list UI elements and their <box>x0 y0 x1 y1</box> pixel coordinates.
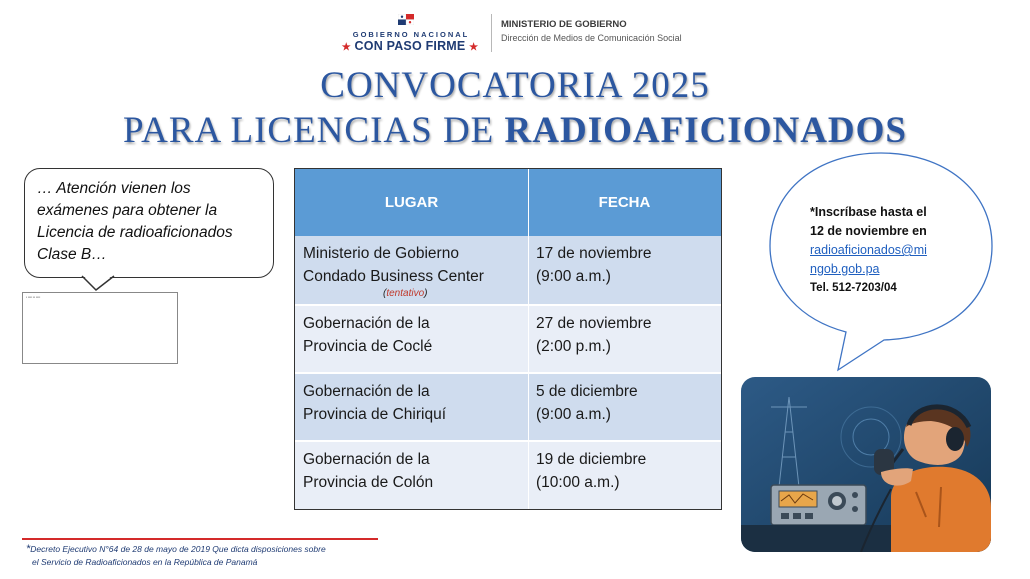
table-row <box>295 442 721 510</box>
thumbnail-placeholder <box>22 292 178 364</box>
table-header <box>295 169 721 236</box>
table-row-divider <box>295 304 721 306</box>
cell-place <box>295 306 528 358</box>
cell-place <box>295 442 528 494</box>
place-line: Gobernación de la <box>303 315 430 332</box>
time-line: (10:00 a.m.) <box>536 474 620 491</box>
deadline-line: *Inscríbase hasta el <box>810 205 927 219</box>
left-speech-bubble <box>24 168 274 278</box>
table-column-divider <box>528 169 529 509</box>
tentative-note: (tentativo) <box>383 288 428 299</box>
star-icon: ★ <box>341 42 351 53</box>
date-line: 19 de diciembre <box>536 451 647 468</box>
table-row <box>295 374 721 441</box>
radio-operator-illustration <box>741 377 991 552</box>
place-line: Gobernación de la <box>303 451 430 468</box>
left-bubble-text <box>37 178 261 266</box>
footnote-divider <box>22 538 378 540</box>
schedule-table <box>294 168 722 510</box>
gov-name: GOBIERNO NACIONAL <box>352 30 470 39</box>
header-lugar: LUGAR <box>384 194 439 211</box>
deadline-line: 12 de noviembre en <box>810 224 927 238</box>
place-line: Gobernación de la <box>303 383 430 400</box>
subtitle-prefix: PARA LICENCIAS DE <box>122 110 505 151</box>
time-line: (9:00 a.m.) <box>536 268 611 285</box>
cell-place <box>295 374 528 426</box>
star-icon: ★ <box>469 42 479 53</box>
phone-number: Tel. 512-7203/04 <box>810 282 897 294</box>
table-row-divider <box>295 372 721 374</box>
email-link[interactable]: ngob.gob.pa <box>810 262 880 276</box>
left-bubble-line: Licencia de radioaficionados <box>37 224 233 241</box>
cell-date <box>528 374 721 426</box>
place-line: Ministerio de Gobierno <box>303 245 459 262</box>
direction-name: Dirección de Medios de Comunicación Social <box>501 33 682 43</box>
left-bubble-line: exámenes para obtener la <box>37 202 218 219</box>
time-line: (9:00 a.m.) <box>536 406 611 423</box>
footnote-line: Decreto Ejecutivo N°64 de 28 de mayo de 2019 Que dicta disposiciones sobre <box>30 544 326 554</box>
page-subtitle <box>0 109 1030 152</box>
tentative-text: tentativo <box>386 288 425 299</box>
left-bubble-tail <box>80 274 120 292</box>
ministry-name: MINISTERIO DE GOBIERNO <box>501 19 627 30</box>
email-link[interactable]: radioaficionados@mi <box>810 243 927 257</box>
cell-date <box>528 236 721 288</box>
left-bubble-line: Clase B… <box>37 246 107 263</box>
header <box>0 8 1030 56</box>
header-divider <box>491 14 492 52</box>
thumbnail-caption: ▪ ▪▪▪▪ ▪▪ ▪▪▪▪ <box>26 295 41 299</box>
place-line: Condado Business Center <box>303 268 484 285</box>
right-bubble-text <box>810 203 970 298</box>
left-bubble-line: … Atención vienen los <box>37 180 191 197</box>
page-title: CONVOCATORIA 2025 <box>320 65 710 106</box>
cell-date <box>528 442 721 494</box>
cell-date <box>528 306 721 358</box>
date-line: 5 de diciembre <box>536 383 638 400</box>
footnote <box>26 543 386 569</box>
place-line: Provincia de Chiriquí <box>303 406 447 423</box>
subtitle-bold: RADIOAFICIONADOS <box>504 110 908 151</box>
place-line: Provincia de Coclé <box>303 338 433 355</box>
date-line: 17 de noviembre <box>536 245 652 262</box>
table-row <box>295 306 721 373</box>
footnote-line: el Servicio de Radioaficionados en la República de Panamá <box>32 557 258 567</box>
place-line: Provincia de Colón <box>303 474 434 491</box>
panama-flag-icon <box>398 14 414 25</box>
footnote-asterisk: * <box>26 543 31 555</box>
table-row-divider <box>295 440 721 442</box>
slogan-text: CON PASO FIRME <box>354 39 466 53</box>
table-row <box>295 236 721 305</box>
date-line: 27 de noviembre <box>536 315 652 332</box>
cell-place <box>295 236 528 288</box>
gov-slogan <box>330 39 490 53</box>
time-line: (2:00 p.m.) <box>536 338 611 355</box>
header-fecha: FECHA <box>598 194 651 211</box>
